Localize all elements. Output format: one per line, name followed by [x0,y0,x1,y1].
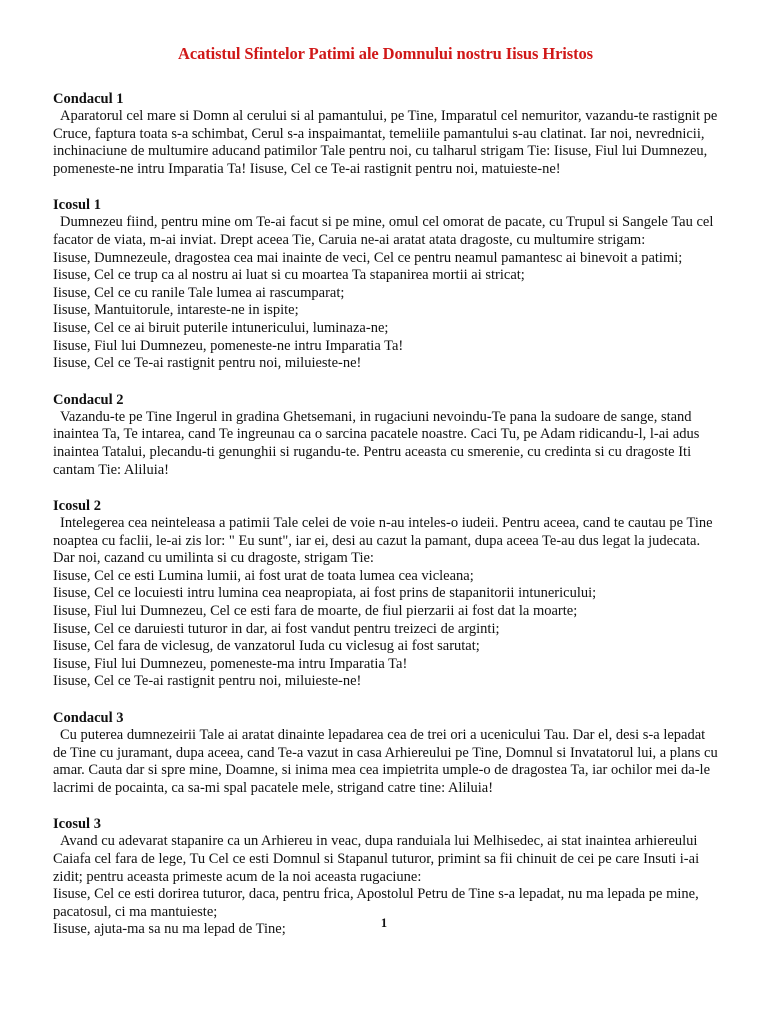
document-title: Acatistul Sfintelor Patimi ale Domnului nostru Iisus Hristos [178,44,593,63]
section-heading: Icosul 1 [53,197,101,214]
invocation-line: Iisuse, Cel ce cu ranile Tale lumea ai rascumparat; [53,284,345,301]
invocation-line: Iisuse, ajuta-ma sa nu ma lepad de Tine; [53,921,286,938]
section-condacul-3 [53,709,718,797]
section-paragraph: Intelegerea cea neinteleasa a patimii Tale celei de voie n-au inteles-o iudeii. Pentru aceea, cand te cautau pe Tine noaptea cu faclii, le-ai zis lor: " Eu sunt", iar ei, desi au cazut la pamant, dupa aceea Te-au dus legat la judecata. Dar noi, cazand cu umilinta si cu dragoste, strigam Tie: [53,515,713,567]
invocation-line: Iisuse, Fiul lui Dumnezeu, pomeneste-ne intru Imparatia Ta! [53,337,404,354]
section-condacul-1 [53,90,718,178]
invocation-line: Iisuse, Cel fara de viclesug, de vanzatorul Iuda cu viclesug ai fost sarutat; [53,638,480,655]
invocation-line: Iisuse, Cel ce trup ca al nostru ai luat si cu moartea Ta stapanirea mortii ai stricat; [53,267,525,284]
section-heading: Icosul 2 [53,498,101,515]
section-paragraph: Avand cu adevarat stapanire ca un Arhiereu in veac, dupa randuiala lui Melhisedec, ai stat inaintea arhiereului Caiafa cel fara de lege, Tu Cel ce esti Domnul si Stapanul tuturor, primint sa fii chinuit de cei pe care Insuti i-ai zidit; pentru aceasta primeste acum de la noi aceasta rugaciune: [53,833,700,885]
invocation-line: Iisuse, Fiul lui Dumnezeu, pomeneste-ma intru Imparatia Ta! [53,655,408,672]
section-paragraph: Vazandu-te pe Tine Ingerul in gradina Ghetsemani, in rugaciuni nevoindu-Te pana la sudoare de sange, stand inaintea Ta, Te intarea, cand Te ingreunau ca o sarcina pacatele noastre. Caci Tu, pe Adam ridicandu-l, l-ai adus inaintea Tatalui, plecandu-ti genunghii si rugandu-te. Pentru aceasta cu smerenie, cu credinta si cu dragoste Iti cantam Tie: Aliluia! [53,408,700,478]
invocation-line: Iisuse, Cel ce daruiesti tuturor in dar, ai fost vandut pentru treizeci de arginti; [53,620,500,637]
invocation-line: Iisuse, Cel ce esti dorirea tuturor, daca, pentru frica, Apostolul Petru de Tine s-a lepadat, nu ma lepada pe mine, pacatosul, ci ma mantuieste; [53,886,699,920]
section-heading: Icosul 3 [53,816,101,833]
invocation-line: Iisuse, Cel ce esti Lumina lumii, ai fost urat de toata lumea cea vicleana; [53,567,474,584]
invocation-line: Iisuse, Cel ce ai biruit puterile intunericului, luminaza-ne; [53,319,389,336]
invocation-line: Iisuse, Dumnezeule, dragostea cea mai inainte de veci, Cel ce pentru neamul pamantesc ai binevoit a patimi; [53,249,683,266]
invocation-line: Iisuse, Cel ce Te-ai rastignit pentru noi, miluieste-ne! [53,673,362,690]
section-condacul-2 [53,391,718,479]
section-heading: Condacul 3 [53,710,124,727]
section-paragraph: Cu puterea dumnezeirii Tale ai aratat dinainte lepadarea cea de trei ori a ucenicului Tau. Dar el, desi s-a lepadat de Tine cu juramant, dupa aceea, cand Te-a vazut in casa Arhiereului pe Tine, Domnul si Invatatorul lui, a plans cu amar. Cauta dar si spre mine, Doamne, si inima mea cea impietrita umple-o de dragostea Ta, iar ochilor mei da-le lacrimi de pocainta, ca sa-mi spal pacatele mele, strigand catre tine: Aliluia! [53,727,718,796]
invocation-line: Iisuse, Fiul lui Dumnezeu, Cel ce esti fara de moarte, de fiul pierzarii ai fost dat la moarte; [53,603,578,620]
section-icosul-1 [53,196,718,372]
page-number: 1 [380,916,388,930]
section-icosul-2 [53,497,718,691]
section-heading: Condacul 2 [53,391,124,408]
section-paragraph: Dumnezeu fiind, pentru mine om Te-ai facut si pe mine, omul cel omorat de pacate, cu Trupul si Sangele Tau cel facator de viata, m-ai inviat. Drept aceea Tie, Caruia ne-ai aratat atata dragoste, cu multumire strigam: [53,214,714,248]
section-heading: Condacul 1 [53,91,124,107]
section-paragraph: Aparatorul cel mare si Domn al cerului si al pamantului, pe Tine, Imparatul cel nemuritor, vazandu-te rastignit pe Cruce, faptura toata s-a schimbat, Cerul s-a inspaimantat, temeliile pamantului s-au clatinat. Iar noi, nevrednicii, inchinaciune de multumire aducand patimilor Tale pentru noi, cu talharul strigam Tie: Iisuse, Fiul lui Dumnezeu, pomeneste-ne intru Imparatia Ta! Iisuse, Cel ce Te-ai rastignit pentru noi, matuieste-ne! [53,108,718,177]
invocation-line: Iisuse, Cel ce locuiesti intru lumina cea neapropiata, ai fost prins de stapanitorii intunericului; [53,585,597,602]
invocation-line: Iisuse, Mantuitorule, intareste-ne in ispite; [53,302,299,319]
invocation-line: Iisuse, Cel ce Te-ai rastignit pentru noi, miluieste-ne! [53,355,362,372]
